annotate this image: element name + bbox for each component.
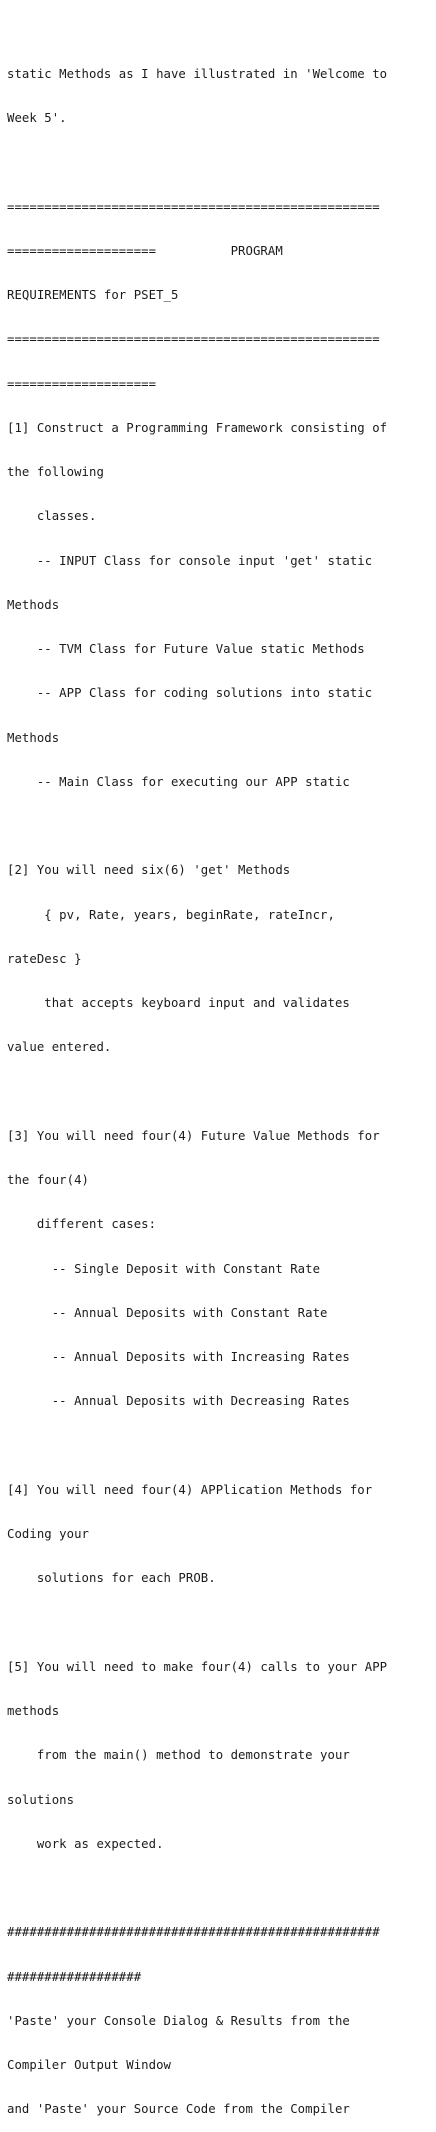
text-line: Week 5'. (7, 111, 67, 125)
text-line (7, 819, 432, 834)
requirement-3: -- Single Deposit with Constant Rate (7, 1261, 321, 1276)
hash-separator: ################################################## (7, 1925, 380, 1940)
requirement-1: the following (7, 465, 104, 479)
requirement-3: [3] You will need four(4) Future Value Methods for (7, 1128, 380, 1143)
requirement-3: -- Annual Deposits with Constant Rate (7, 1305, 328, 1320)
requirement-2: [2] You will need six(6) 'get' Methods (7, 863, 291, 878)
program-heading: REQUIREMENTS for PSET_5 (7, 288, 179, 302)
document-text (7, 0, 432, 2132)
text-line (7, 1085, 432, 1100)
text-line (7, 23, 432, 38)
requirement-1: -- TVM Class for Future Value static Methods (7, 642, 365, 656)
separator-line: ==================== (7, 376, 157, 391)
text-line (7, 155, 432, 170)
requirement-3: -- Annual Deposits with Decreasing Rates (7, 1394, 350, 1409)
text-line (7, 1616, 432, 1631)
requirement-4: Coding your (7, 1527, 89, 1541)
requirement-1: Methods (7, 730, 60, 745)
paste-instruction: 'Paste' your Console Dialog & Results from the (7, 2013, 350, 2028)
separator-line: ================================================== (7, 199, 380, 214)
separator-line: ================================================== (7, 332, 380, 347)
requirement-5: methods (7, 1704, 60, 1718)
text-line (7, 1881, 432, 1896)
paste-instruction: and 'Paste' your Source Code from the Compiler (7, 2102, 350, 2117)
requirement-2: { pv, Rate, years, beginRate, rateIncr, (7, 907, 335, 922)
text-line: static Methods as I have illustrated in 'Welcome to (7, 66, 388, 81)
requirement-1: Methods (7, 597, 60, 612)
requirement-5: from the main() method to demonstrate your (7, 1748, 350, 1763)
requirement-5: work as expected. (7, 1836, 164, 1851)
requirement-3: -- Annual Deposits with Increasing Rates (7, 1350, 350, 1364)
requirement-2: rateDesc } (7, 951, 82, 966)
requirement-1: classes. (7, 509, 97, 524)
requirement-5: solutions (7, 1792, 75, 1807)
requirement-2: value entered. (7, 1040, 112, 1055)
requirement-4: solutions for each PROB. (7, 1571, 216, 1586)
requirement-1: [1] Construct a Programming Framework consisting of (7, 420, 388, 435)
hash-separator: ################## (7, 1969, 142, 1984)
paste-instruction: Compiler Output Window (7, 2058, 171, 2072)
requirement-5: [5] You will need to make four(4) calls to your APP (7, 1659, 388, 1674)
requirement-1: -- Main Class for executing our APP static (7, 774, 350, 789)
requirement-3: the four(4) (7, 1173, 89, 1187)
requirement-1: -- APP Class for coding solutions into static (7, 686, 373, 701)
requirement-4: [4] You will need four(4) APPlication Methods for (7, 1482, 373, 1497)
requirement-1: -- INPUT Class for console input 'get' static (7, 553, 373, 568)
requirement-3: different cases: (7, 1217, 157, 1232)
text-line (7, 1439, 432, 1454)
requirement-2: that accepts keyboard input and validates (7, 996, 350, 1010)
program-heading: ==================== PROGRAM (7, 243, 283, 258)
